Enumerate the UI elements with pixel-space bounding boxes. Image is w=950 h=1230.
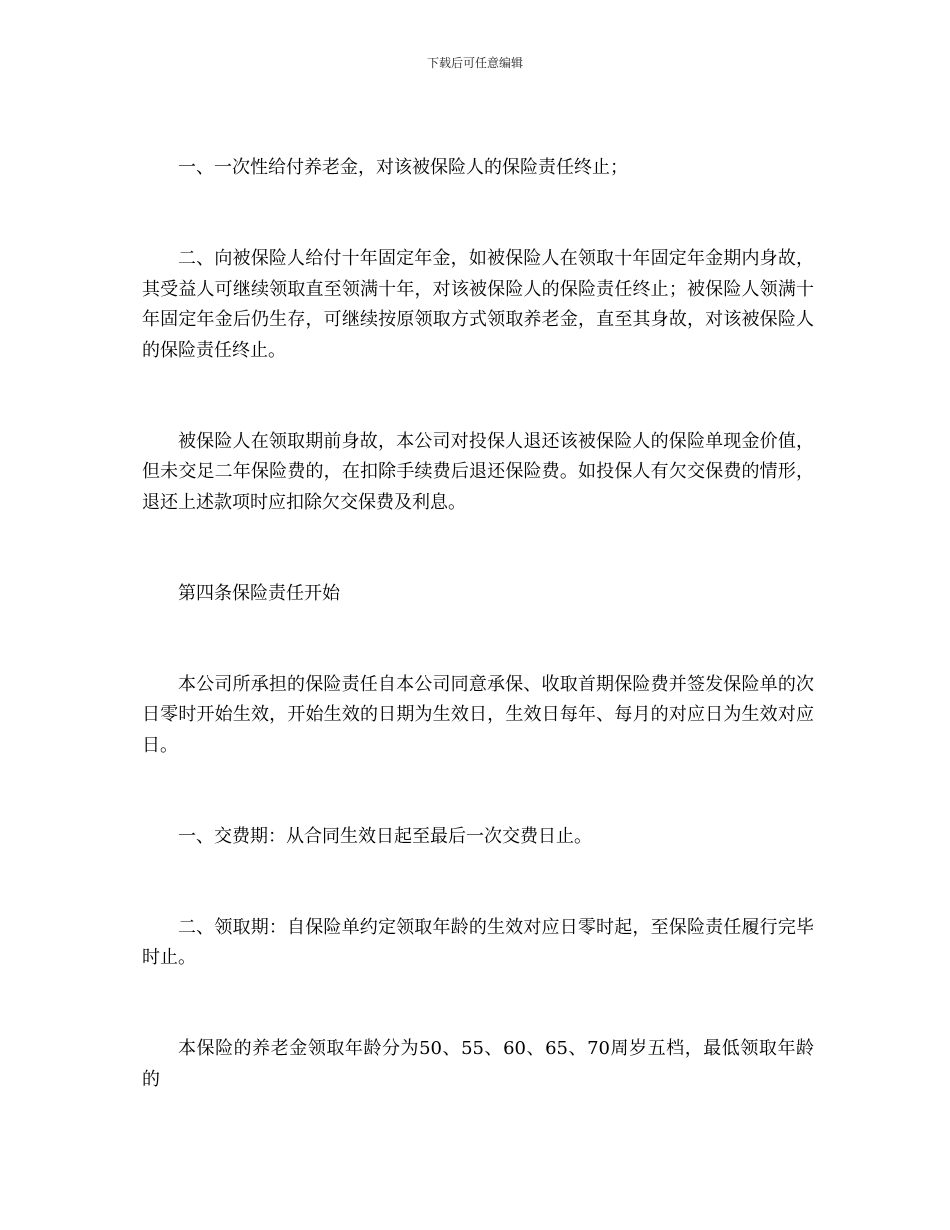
section-heading-article-4: 第四条保险责任开始 bbox=[178, 582, 340, 604]
paragraph-payment-period: 一、交费期：从合同生效日起至最后一次交费日止。 bbox=[178, 825, 592, 847]
paragraph-ten-year-annuity: 二、向被保险人给付十年固定年金，如被保险人在领取十年固定年金期内身故，其受益人可继续领取直至领满十年，对该被保险人的保险责任终止；被保险人领满十年固定年金后仍生存，可继续按原领取方式领取养老金，直至其身故，对该被保险人的保险责任终止。 bbox=[142, 248, 814, 361]
document-body bbox=[142, 153, 814, 1095]
page-header: 下载后可任意编辑 bbox=[426, 56, 523, 70]
paragraph-lump-sum: 一、一次性给付养老金，对该被保险人的保险责任终止； bbox=[178, 157, 628, 178]
paragraph-death-before-claim: 被保险人在领取期前身故，本公司对投保人退还该被保险人的保险单现金价值，但未交足二年保险费的，在扣除手续费后退还保险费。如投保人有欠交保费的情形，退还上述款项时应扣除欠交保费及利息。 bbox=[142, 430, 814, 513]
paragraph-claim-period: 二、领取期：自保险单约定领取年龄的生效对应日零时起，至保险责任履行完毕时止。 bbox=[142, 916, 814, 968]
paragraph-claim-age: 本保险的养老金领取年龄分为50、55、60、65、70周岁五档，最低领取年龄的 bbox=[142, 1038, 814, 1090]
paragraph-effective-date: 本公司所承担的保险责任自本公司同意承保、收取首期保险费并签发保险单的次日零时开始生效，开始生效的日期为生效日，生效日每年、每月的对应日为生效对应日。 bbox=[142, 673, 814, 756]
